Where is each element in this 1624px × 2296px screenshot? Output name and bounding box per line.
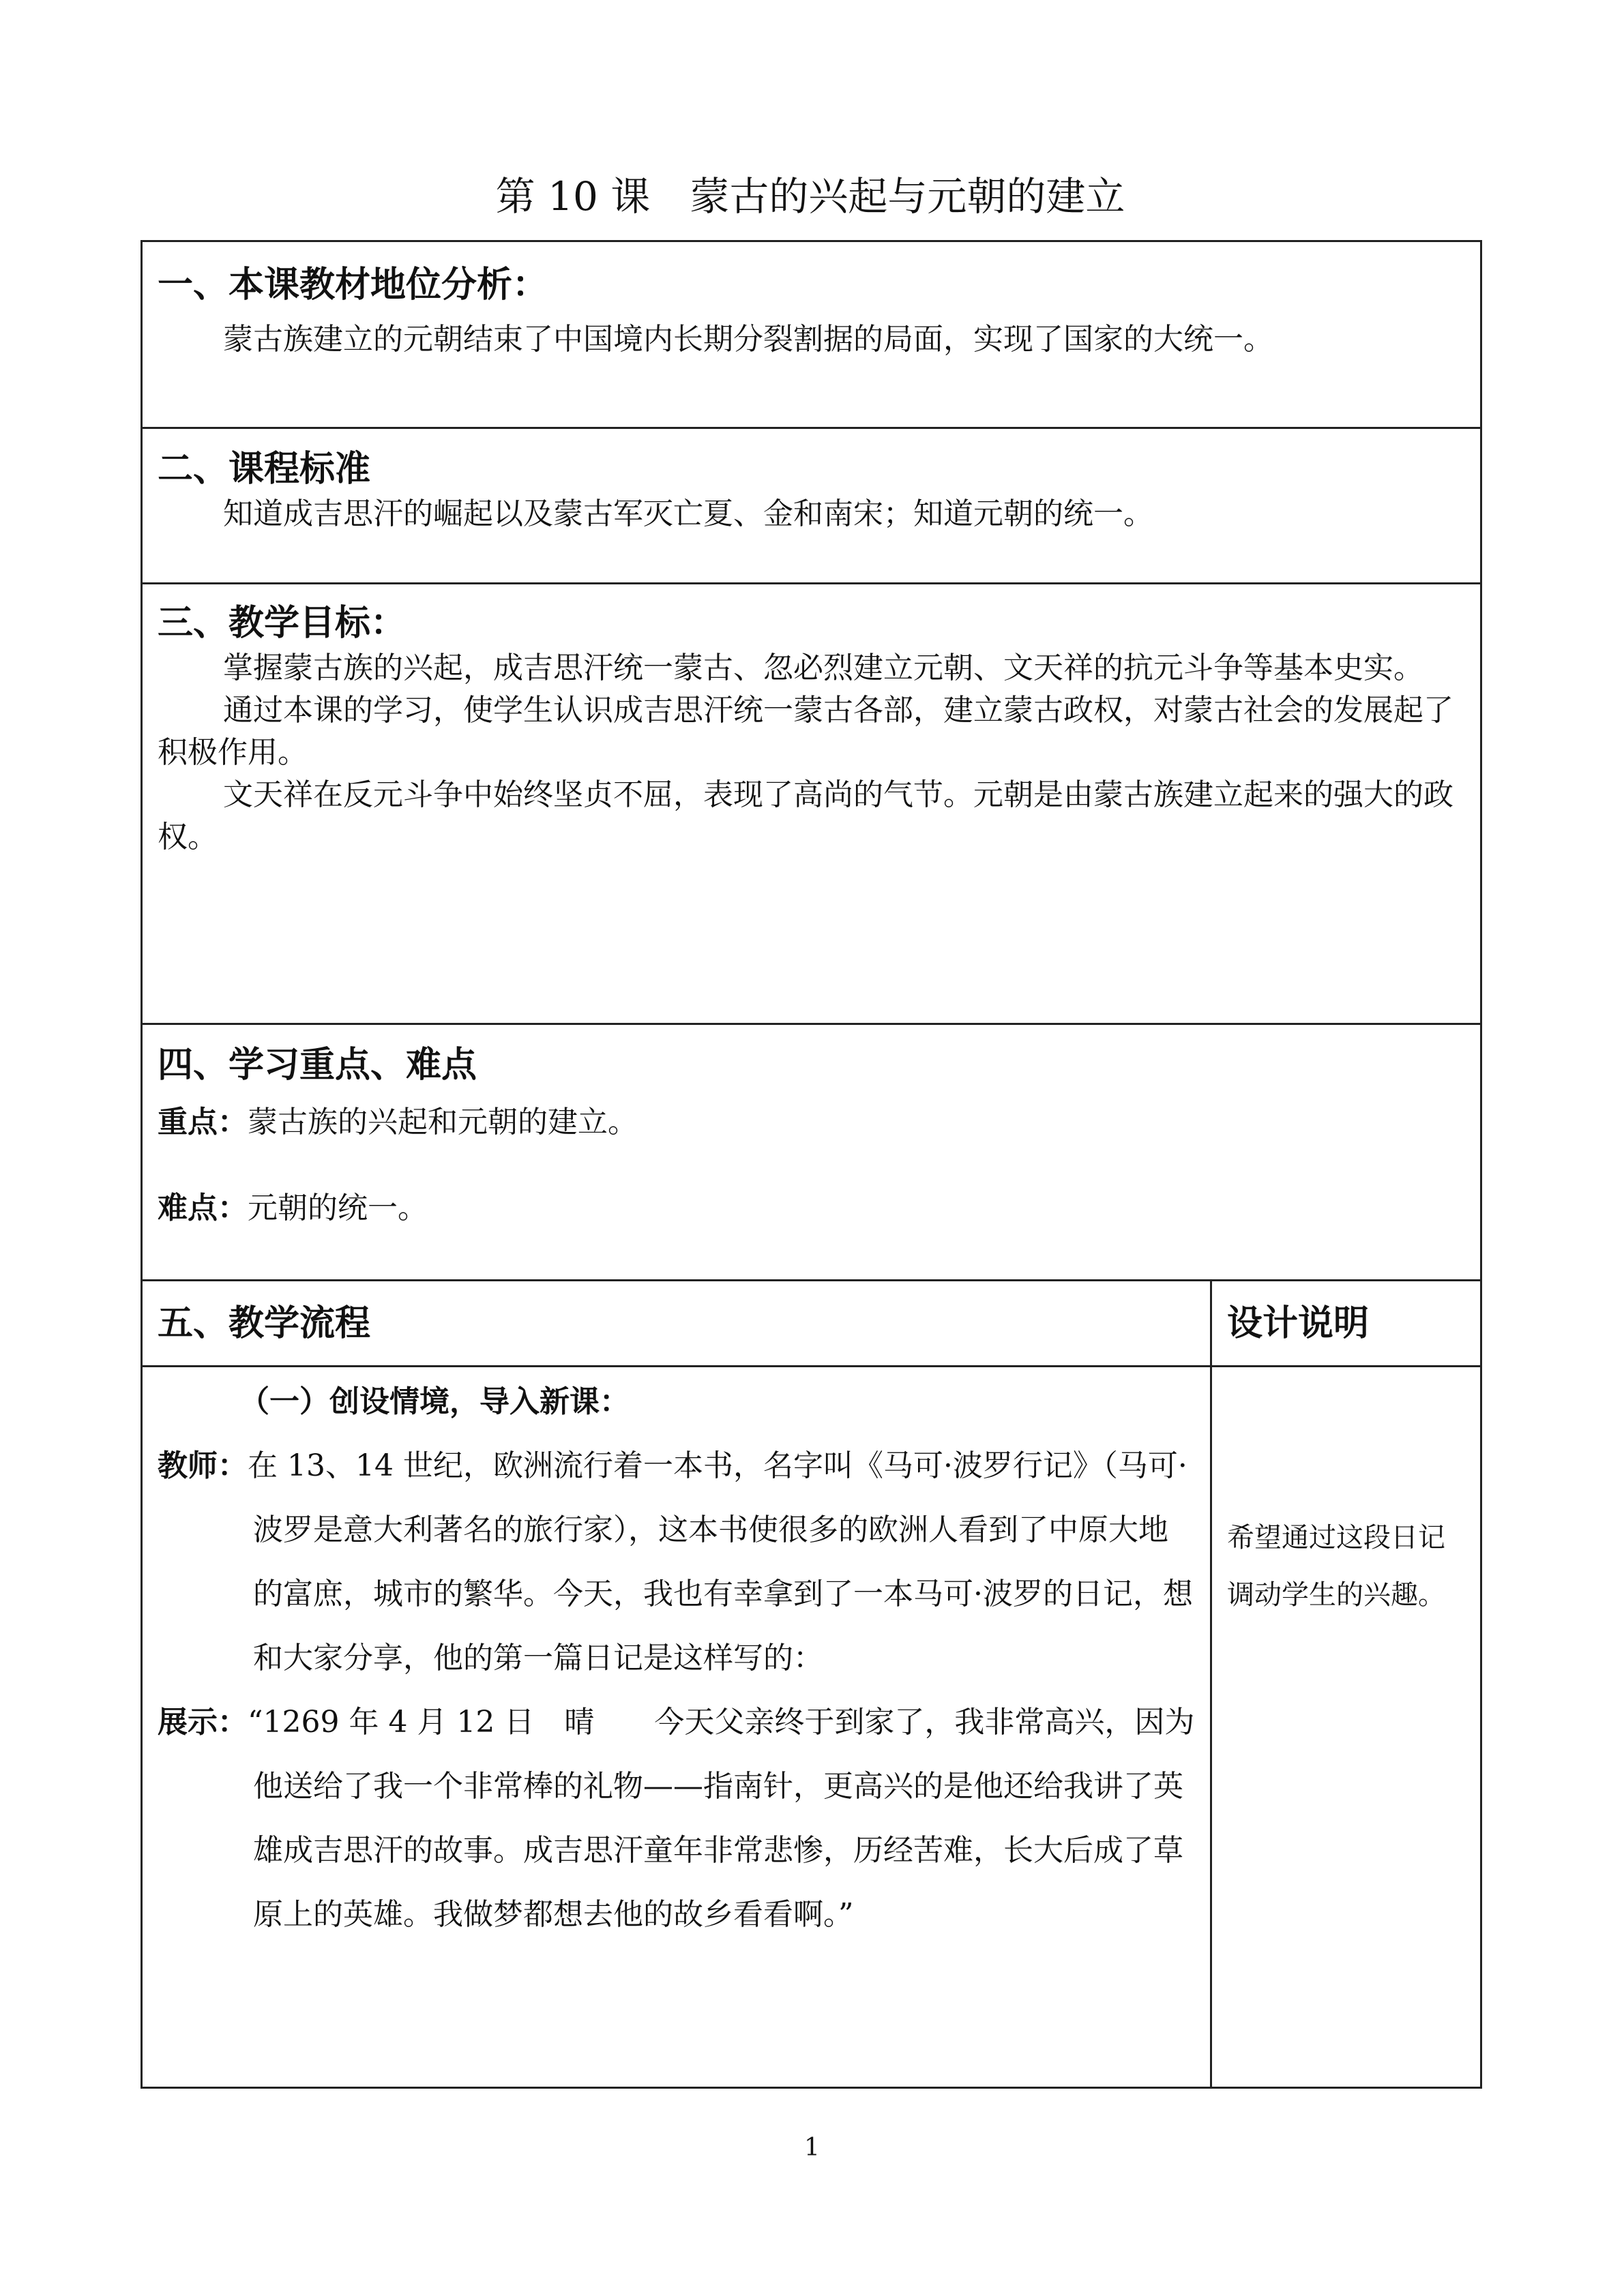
objective-3: 文天祥在反元斗争中始终坚贞不屈，表现了高尚的气节。元朝是由蒙古族建立起来的强大的政权。 [158,777,1453,854]
section-2-row [142,428,1481,584]
section-4-heading: 四、学习重点、难点 [158,1045,477,1086]
section-1-text: 蒙古族建立的元朝结束了中国境内长期分裂割据的局面，实现了国家的大统一。 [223,322,1273,357]
section-2-cell [142,428,1481,584]
teaching-flow-cell [142,1367,1211,2088]
section-1-cell [142,241,1481,428]
section-5-content-row [142,1367,1481,2088]
section-3-row [142,584,1481,1024]
key-point-text: 蒙古族的兴起和元朝的建立。 [248,1105,638,1139]
section-2-heading: 二、课程标准 [158,449,371,490]
section-5-heading: 五、教学流程 [158,1302,371,1344]
lesson-title: 第 10 课 蒙古的兴起与元朝的建立 [495,173,1125,220]
design-notes-heading: 设计说明 [1227,1302,1370,1344]
difficult-point-text: 元朝的统一。 [248,1191,428,1225]
design-notes-heading-cell [1211,1281,1481,1367]
show-label: 展示： [158,1705,248,1740]
teacher-paragraph [158,1434,1195,1690]
section-3-heading: 三、教学目标： [158,603,407,644]
teacher-label: 教师： [158,1448,248,1483]
section-5-header-row [142,1281,1481,1367]
section-4-row [142,1024,1481,1281]
show-paragraph [158,1690,1195,1947]
objective-2: 通过本课的学习，使学生认识成吉思汗统一蒙古各部，建立蒙古政权，对蒙古社会的发展起了积极作用。 [158,693,1453,770]
section-1-row [142,241,1481,428]
key-point-label: 重点： [158,1105,248,1139]
page-number: 1 [804,2134,820,2162]
key-point [158,1101,1465,1144]
objective-1: 掌握蒙古族的兴起，成吉思汗统一蒙古、忽必烈建立元朝、文天祥的抗元斗争等基本史实。 [223,651,1423,685]
teacher-text: 在 13、14 世纪，欧洲流行着一本书，名字叫《马可·波罗行记》（马可·波罗是意大利著名的旅行家），这本书使很多的欧洲人看到了中原大地的富庶，城市的繁华。今天，我也有幸拿到了一本马可·波罗的日记，想和大家分享，他的第一篇日记是这样写的： [248,1448,1193,1675]
design-note-cell [1211,1367,1481,2088]
section-1-heading: 一、本课教材地位分析： [158,265,548,305]
section-3-cell [142,584,1481,1024]
section-2-text: 知道成吉思汗的崛起以及蒙古军灭亡夏、金和南宋；知道元朝的统一。 [223,496,1153,531]
lesson-plan-table [141,240,1482,2089]
show-text: “1269 年 4 月 12 日 晴 今天父亲终于到家了，我非常高兴，因为他送给了我一个非常棒的礼物——指南针，更高兴的是他还给我讲了英雄成吉思汗的故事。成吉思汗童年非常悲惨，历经苦难，长大后成了草原上的英雄。我做梦都想去他的故乡看看啊。” [248,1705,1195,1932]
flow-subheading: （一）创设情境，导入新课： [239,1384,630,1419]
difficult-point [158,1187,1465,1229]
difficult-point-label: 难点： [158,1191,248,1225]
section-4-cell [142,1024,1481,1281]
design-note-text: 希望通过这段日记调动学生的兴趣。 [1227,1522,1445,1611]
section-5-heading-cell [142,1281,1211,1367]
